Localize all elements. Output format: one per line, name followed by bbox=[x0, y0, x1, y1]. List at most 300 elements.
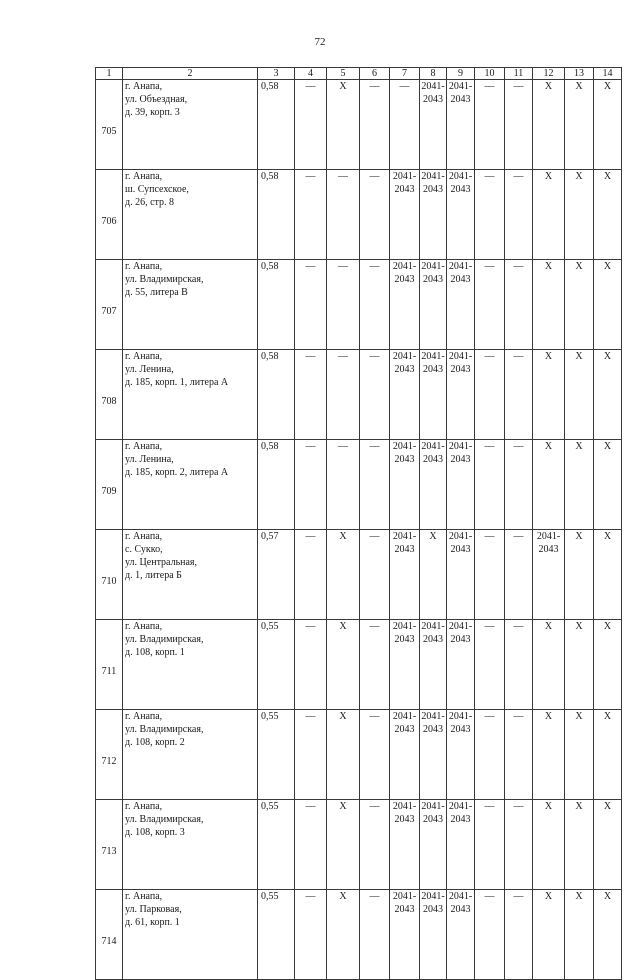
cell-text: X bbox=[575, 441, 583, 452]
ratio-cell: 0,58 bbox=[258, 350, 295, 440]
cell-text: 2041- bbox=[421, 801, 445, 812]
value-cell bbox=[594, 260, 622, 350]
cell-text: 2041- bbox=[421, 81, 445, 92]
cell-text: — bbox=[305, 171, 316, 182]
address-line: ш. Супсехское, bbox=[125, 184, 189, 195]
cell-text: 2041- bbox=[392, 801, 417, 812]
address-line: г. Анапа, bbox=[125, 351, 163, 362]
cell-text: — bbox=[369, 621, 380, 632]
cell-text: 2041- bbox=[448, 171, 473, 182]
column-header: 13 bbox=[565, 68, 594, 80]
cell-text: — bbox=[484, 81, 495, 92]
value-cell bbox=[533, 530, 565, 620]
value-cell bbox=[447, 710, 475, 800]
value-cell bbox=[565, 170, 594, 260]
cell-text: 2043 bbox=[394, 364, 415, 375]
cell-text: X bbox=[339, 891, 347, 902]
cell-text: — bbox=[513, 261, 524, 272]
ratio-cell: 0,55 bbox=[258, 890, 295, 980]
cell-text: — bbox=[513, 351, 524, 362]
cell-text: — bbox=[513, 801, 524, 812]
value-cell bbox=[327, 890, 360, 980]
cell-text: — bbox=[369, 81, 380, 92]
value-cell bbox=[475, 350, 505, 440]
column-header: 5 bbox=[327, 68, 360, 80]
cell-text: 2041- bbox=[448, 531, 473, 542]
value-cell bbox=[447, 80, 475, 170]
cell-text: — bbox=[513, 531, 524, 542]
value-cell bbox=[505, 710, 533, 800]
column-header: 9 bbox=[447, 68, 475, 80]
row-number: 713 bbox=[96, 800, 123, 890]
cell-text: 2041- bbox=[392, 261, 417, 272]
cell-text: — bbox=[484, 801, 495, 812]
cell-text: — bbox=[513, 171, 524, 182]
cell-text: X bbox=[603, 621, 612, 632]
table-row bbox=[96, 350, 622, 440]
row-number: 711 bbox=[96, 620, 123, 710]
value-cell bbox=[594, 890, 622, 980]
address-cell bbox=[123, 350, 258, 440]
cell-text: X bbox=[544, 891, 553, 902]
cell-text: 2041- bbox=[392, 531, 417, 542]
address-line: д. 55, литера В bbox=[125, 287, 188, 298]
cell-text: X bbox=[544, 621, 553, 632]
cell-text: — bbox=[484, 531, 495, 542]
cell-text: 2043 bbox=[450, 94, 471, 105]
address-cell bbox=[123, 800, 258, 890]
value-cell bbox=[475, 80, 505, 170]
cell-text: — bbox=[484, 621, 495, 632]
value-cell bbox=[475, 170, 505, 260]
cell-text: X bbox=[603, 891, 612, 902]
value-cell bbox=[420, 710, 447, 800]
address-line: г. Анапа, bbox=[125, 801, 163, 812]
value-cell bbox=[565, 620, 594, 710]
address-line: ул. Владимирская, bbox=[125, 724, 204, 735]
address-line: ул. Центральная, bbox=[125, 557, 198, 568]
cell-text: — bbox=[305, 891, 316, 902]
value-cell bbox=[295, 170, 327, 260]
value-cell bbox=[594, 170, 622, 260]
value-cell bbox=[565, 80, 594, 170]
value-cell bbox=[475, 800, 505, 890]
cell-text: — bbox=[484, 171, 495, 182]
address-line: д. 61, корп. 1 bbox=[125, 917, 180, 928]
table-row bbox=[96, 530, 622, 620]
cell-text: — bbox=[513, 81, 524, 92]
column-header: 14 bbox=[594, 68, 622, 80]
ratio-cell: 0,58 bbox=[258, 440, 295, 530]
ratio-cell: 0,57 bbox=[258, 530, 295, 620]
cell-text: 2043 bbox=[423, 184, 443, 195]
address-line: д. 108, корп. 3 bbox=[125, 827, 185, 838]
cell-text: X bbox=[544, 351, 553, 362]
value-cell bbox=[327, 620, 360, 710]
page-number: 72 bbox=[314, 36, 326, 48]
cell-text: 2043 bbox=[450, 364, 471, 375]
cell-text: 2043 bbox=[394, 544, 415, 555]
value-cell bbox=[390, 350, 420, 440]
cell-text: — bbox=[484, 261, 495, 272]
address-line: г. Анапа, bbox=[125, 261, 163, 272]
cell-text: 2043 bbox=[423, 94, 443, 105]
value-cell bbox=[420, 800, 447, 890]
cell-text: 2043 bbox=[423, 814, 443, 825]
table-row bbox=[96, 80, 622, 170]
value-cell bbox=[505, 530, 533, 620]
cell-text: X bbox=[603, 351, 612, 362]
cell-text: 2041- bbox=[448, 621, 473, 632]
value-cell bbox=[295, 890, 327, 980]
value-cell bbox=[447, 260, 475, 350]
value-cell bbox=[295, 80, 327, 170]
row-number: 707 bbox=[96, 260, 123, 350]
address-line: г. Анапа, bbox=[125, 81, 163, 92]
cell-text: — bbox=[484, 711, 495, 722]
value-cell bbox=[295, 620, 327, 710]
cell-text: 2043 bbox=[423, 454, 443, 465]
value-cell bbox=[447, 350, 475, 440]
cell-text: 2041- bbox=[448, 81, 473, 92]
value-cell bbox=[565, 260, 594, 350]
value-cell bbox=[565, 530, 594, 620]
column-header: 6 bbox=[360, 68, 390, 80]
value-cell bbox=[594, 800, 622, 890]
cell-text: 2041- bbox=[448, 261, 473, 272]
cell-text: X bbox=[575, 891, 583, 902]
value-cell bbox=[390, 800, 420, 890]
cell-text: 2043 bbox=[450, 184, 471, 195]
address-cell bbox=[123, 260, 258, 350]
cell-text: X bbox=[575, 531, 583, 542]
value-cell bbox=[447, 620, 475, 710]
value-cell bbox=[360, 800, 390, 890]
cell-text: X bbox=[603, 531, 612, 542]
cell-text: X bbox=[544, 711, 553, 722]
value-cell bbox=[533, 710, 565, 800]
cell-text: 2041- bbox=[392, 711, 417, 722]
value-cell bbox=[295, 350, 327, 440]
cell-text: 2041- bbox=[392, 171, 417, 182]
row-number: 714 bbox=[96, 890, 123, 980]
cell-text: — bbox=[305, 441, 316, 452]
value-cell bbox=[327, 530, 360, 620]
value-cell bbox=[360, 80, 390, 170]
address-line: ул. Объездная, bbox=[125, 94, 188, 105]
cell-text: 2043 bbox=[423, 904, 443, 915]
value-cell bbox=[475, 890, 505, 980]
value-cell bbox=[533, 890, 565, 980]
value-cell bbox=[360, 350, 390, 440]
cell-text: — bbox=[305, 531, 316, 542]
cell-text: X bbox=[603, 171, 612, 182]
cell-text: — bbox=[338, 171, 348, 182]
value-cell bbox=[420, 80, 447, 170]
cell-text: 2043 bbox=[423, 724, 443, 735]
value-cell bbox=[475, 440, 505, 530]
value-cell bbox=[475, 620, 505, 710]
cell-text: X bbox=[575, 621, 583, 632]
address-cell bbox=[123, 890, 258, 980]
cell-text: 2041- bbox=[392, 891, 417, 902]
value-cell bbox=[505, 890, 533, 980]
cell-text: 2041- bbox=[536, 531, 561, 542]
cell-text: X bbox=[339, 621, 347, 632]
cell-text: 2041- bbox=[421, 261, 445, 272]
value-cell bbox=[565, 440, 594, 530]
cell-text: — bbox=[369, 711, 380, 722]
column-header: 11 bbox=[505, 68, 533, 80]
cell-text: 2043 bbox=[450, 274, 471, 285]
value-cell bbox=[327, 260, 360, 350]
value-cell bbox=[360, 170, 390, 260]
cell-text: — bbox=[305, 711, 316, 722]
cell-text: 2043 bbox=[394, 814, 415, 825]
address-line: г. Анапа, bbox=[125, 441, 163, 452]
cell-text: 2041- bbox=[421, 711, 445, 722]
value-cell bbox=[390, 620, 420, 710]
cell-text: — bbox=[338, 351, 348, 362]
cell-text: 2043 bbox=[450, 544, 471, 555]
table-row bbox=[96, 440, 622, 530]
cell-text: X bbox=[575, 801, 583, 812]
value-cell bbox=[360, 260, 390, 350]
cell-text: X bbox=[603, 81, 612, 92]
ratio-cell: 0,58 bbox=[258, 80, 295, 170]
value-cell bbox=[533, 620, 565, 710]
address-line: д. 185, корп. 2, литера А bbox=[125, 467, 229, 478]
value-cell bbox=[390, 530, 420, 620]
value-cell bbox=[420, 350, 447, 440]
column-header: 1 bbox=[96, 68, 123, 80]
address-line: ул. Владимирская, bbox=[125, 814, 204, 825]
cell-text: 2041- bbox=[448, 801, 473, 812]
row-number: 709 bbox=[96, 440, 123, 530]
column-header: 12 bbox=[533, 68, 565, 80]
value-cell bbox=[533, 170, 565, 260]
address-line: д. 185, корп. 1, литера А bbox=[125, 377, 229, 388]
cell-text: 2043 bbox=[394, 904, 415, 915]
cell-text: X bbox=[575, 711, 583, 722]
value-cell bbox=[505, 800, 533, 890]
cell-text: 2043 bbox=[450, 904, 471, 915]
cell-text: 2043 bbox=[394, 454, 415, 465]
address-line: д. 1, литера Б bbox=[125, 570, 182, 581]
value-cell bbox=[533, 440, 565, 530]
value-cell bbox=[420, 170, 447, 260]
address-cell bbox=[123, 710, 258, 800]
cell-text: 2043 bbox=[450, 454, 471, 465]
row-number: 706 bbox=[96, 170, 123, 260]
address-cell bbox=[123, 530, 258, 620]
value-cell bbox=[390, 890, 420, 980]
cell-text: X bbox=[544, 441, 553, 452]
column-header: 2 bbox=[123, 68, 258, 80]
cell-text: — bbox=[399, 81, 410, 92]
value-cell bbox=[360, 620, 390, 710]
cell-text: — bbox=[369, 531, 380, 542]
value-cell bbox=[565, 710, 594, 800]
value-cell bbox=[390, 260, 420, 350]
ratio-cell: 0,55 bbox=[258, 710, 295, 800]
cell-text: 2043 bbox=[394, 184, 415, 195]
value-cell bbox=[505, 260, 533, 350]
table-row bbox=[96, 800, 622, 890]
cell-text: 2041- bbox=[448, 711, 473, 722]
value-cell bbox=[295, 260, 327, 350]
column-header: 10 bbox=[475, 68, 505, 80]
address-line: ул. Владимирская, bbox=[125, 274, 204, 285]
cell-text: 2043 bbox=[423, 274, 443, 285]
address-line: д. 108, корп. 1 bbox=[125, 647, 185, 658]
cell-text: 2043 bbox=[450, 724, 471, 735]
cell-text: 2041- bbox=[421, 891, 445, 902]
ratio-cell: 0,55 bbox=[258, 800, 295, 890]
table-row bbox=[96, 260, 622, 350]
cell-text: X bbox=[575, 171, 583, 182]
value-cell bbox=[327, 80, 360, 170]
value-cell bbox=[295, 800, 327, 890]
cell-text: 2043 bbox=[450, 814, 471, 825]
cell-text: X bbox=[544, 81, 553, 92]
cell-text: 2041- bbox=[421, 171, 445, 182]
table-row bbox=[96, 890, 622, 980]
cell-text: X bbox=[603, 711, 612, 722]
value-cell bbox=[420, 260, 447, 350]
value-cell bbox=[447, 530, 475, 620]
cell-text: 2041- bbox=[421, 621, 445, 632]
address-line: д. 26, стр. 8 bbox=[125, 197, 175, 208]
value-cell bbox=[594, 620, 622, 710]
value-cell bbox=[295, 710, 327, 800]
column-number-row bbox=[96, 68, 622, 80]
cell-text: X bbox=[544, 261, 553, 272]
table-row bbox=[96, 620, 622, 710]
value-cell bbox=[533, 260, 565, 350]
cell-text: — bbox=[513, 441, 524, 452]
cell-text: 2043 bbox=[394, 274, 415, 285]
cell-text: 2043 bbox=[538, 544, 559, 555]
address-line: д. 108, корп. 2 bbox=[125, 737, 185, 748]
cell-text: — bbox=[305, 81, 316, 92]
value-cell bbox=[565, 800, 594, 890]
cell-text: — bbox=[484, 891, 495, 902]
address-cell bbox=[123, 80, 258, 170]
value-cell bbox=[327, 350, 360, 440]
value-cell bbox=[533, 350, 565, 440]
value-cell bbox=[594, 80, 622, 170]
value-cell bbox=[475, 710, 505, 800]
address-line: ул. Ленина, bbox=[125, 454, 174, 465]
ratio-cell: 0,58 bbox=[258, 170, 295, 260]
address-line: г. Анапа, bbox=[125, 711, 163, 722]
value-cell bbox=[420, 620, 447, 710]
cell-text: — bbox=[369, 441, 380, 452]
cell-text: — bbox=[513, 891, 524, 902]
cell-text: 2041- bbox=[392, 351, 417, 362]
cell-text: 2043 bbox=[394, 634, 415, 645]
value-cell bbox=[505, 80, 533, 170]
value-cell bbox=[505, 440, 533, 530]
cell-text: X bbox=[339, 531, 347, 542]
table-row bbox=[96, 710, 622, 800]
value-cell bbox=[295, 530, 327, 620]
value-cell bbox=[505, 350, 533, 440]
cell-text: — bbox=[305, 801, 316, 812]
address-line: с. Сукко, bbox=[125, 544, 163, 555]
cell-text: X bbox=[603, 801, 612, 812]
address-line: ул. Парковая, bbox=[125, 904, 182, 915]
value-cell bbox=[360, 530, 390, 620]
value-cell bbox=[327, 170, 360, 260]
row-number: 708 bbox=[96, 350, 123, 440]
address-line: г. Анапа, bbox=[125, 891, 163, 902]
value-cell bbox=[594, 440, 622, 530]
cell-text: — bbox=[369, 171, 380, 182]
cell-text: — bbox=[513, 711, 524, 722]
column-header: 3 bbox=[258, 68, 295, 80]
cell-text: X bbox=[339, 81, 347, 92]
cell-text: X bbox=[339, 801, 347, 812]
cell-text: X bbox=[544, 171, 553, 182]
value-cell bbox=[533, 80, 565, 170]
table-body bbox=[96, 80, 622, 980]
value-cell bbox=[420, 530, 447, 620]
ratio-cell: 0,58 bbox=[258, 260, 295, 350]
address-line: г. Анапа, bbox=[125, 621, 163, 632]
cell-text: — bbox=[338, 441, 348, 452]
row-number: 710 bbox=[96, 530, 123, 620]
cell-text: — bbox=[369, 801, 380, 812]
address-line: д. 39, корп. 3 bbox=[125, 107, 180, 118]
row-number: 712 bbox=[96, 710, 123, 800]
cell-text: 2041- bbox=[448, 891, 473, 902]
cell-text: — bbox=[305, 621, 316, 632]
cell-text: X bbox=[429, 531, 437, 542]
cell-text: X bbox=[339, 711, 347, 722]
cell-text: — bbox=[369, 891, 380, 902]
address-cell bbox=[123, 620, 258, 710]
ratio-cell: 0,55 bbox=[258, 620, 295, 710]
cell-text: — bbox=[305, 351, 316, 362]
value-cell bbox=[360, 710, 390, 800]
cell-text: — bbox=[369, 261, 380, 272]
cell-text: 2041- bbox=[448, 351, 473, 362]
address-line: г. Анапа, bbox=[125, 171, 163, 182]
cell-text: 2043 bbox=[394, 724, 415, 735]
cell-text: — bbox=[513, 621, 524, 632]
value-cell bbox=[447, 890, 475, 980]
cell-text: — bbox=[484, 441, 495, 452]
cell-text: X bbox=[544, 801, 553, 812]
value-cell bbox=[390, 440, 420, 530]
column-header: 7 bbox=[390, 68, 420, 80]
cell-text: 2043 bbox=[423, 634, 443, 645]
value-cell bbox=[447, 170, 475, 260]
value-cell bbox=[390, 170, 420, 260]
column-header: 4 bbox=[295, 68, 327, 80]
value-cell bbox=[594, 710, 622, 800]
cell-text: — bbox=[369, 351, 380, 362]
value-cell bbox=[360, 440, 390, 530]
address-line: г. Анапа, bbox=[125, 531, 163, 542]
column-header: 8 bbox=[420, 68, 447, 80]
cell-text: 2043 bbox=[423, 364, 443, 375]
cell-text: — bbox=[338, 261, 348, 272]
address-line: ул. Владимирская, bbox=[125, 634, 204, 645]
value-cell bbox=[475, 260, 505, 350]
